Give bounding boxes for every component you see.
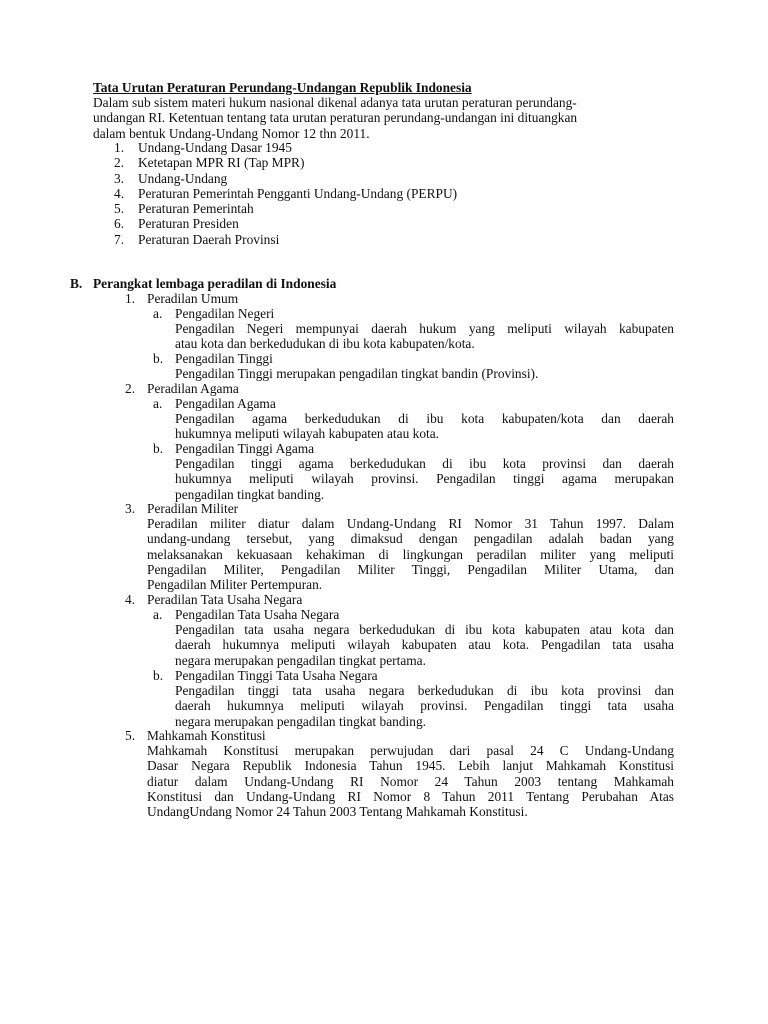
- list-text: Peraturan Daerah Provinsi: [138, 231, 280, 247]
- paragraph-pengadilan-tinggi-agama: [175, 456, 674, 502]
- paragraph-line: atau kota dan berkedudukan di ibu kota kabupaten/kota.: [175, 336, 475, 352]
- paragraph-pengadilan-agama: [175, 411, 674, 442]
- sub-label: Pengadilan Tinggi Tata Usaha Negara: [175, 668, 378, 683]
- paragraph-line: Pengadilan tata usaha negara berkedudukan di ibu kota kabupaten atau kota dan: [175, 622, 674, 637]
- item-number: 4.: [125, 592, 136, 607]
- paragraph-pengadilan-tinggi-tun: [175, 683, 674, 729]
- list-text: Undang-Undang Dasar 1945: [138, 140, 292, 155]
- sub-letter: a.: [153, 306, 163, 321]
- paragraph-line: Pengadilan Tinggi merupakan pengadilan tingkat bandin (Provinsi).: [175, 366, 539, 381]
- item-label: Peradilan Umum: [147, 291, 239, 306]
- sub-letter: b.: [153, 441, 164, 456]
- paragraph-line: negara merupakan pengadilan tingkat pertama.: [175, 652, 426, 668]
- list-number: 5.: [114, 201, 125, 217]
- list-number: 3.: [114, 170, 125, 186]
- paragraph-line: Pengadilan Militer, Pengadilan Militer Tinggi, Pengadilan Militer Utama, dan: [147, 561, 674, 577]
- intro-paragraph: [93, 95, 673, 141]
- paragraph-line: daerah hukumnya meliputi wilayah kabupaten atau kota. Pengadilan tata usaha: [175, 637, 674, 653]
- paragraph-line: diatur dalam Undang-Undang RI Nomor 24 Tahun 2003 tentang Mahkamah: [147, 773, 674, 789]
- list-text: Undang-Undang: [138, 170, 228, 186]
- list-number: 2.: [114, 155, 125, 171]
- list-text: Peraturan Presiden: [138, 216, 239, 232]
- sub-letter: a.: [153, 607, 163, 622]
- paragraph-line: daerah hukumnya meliputi wilayah provinsi. Pengadilan tinggi tata usaha: [175, 698, 674, 714]
- sub-label: Pengadilan Tata Usaha Negara: [175, 607, 340, 622]
- item-number: 5.: [125, 728, 136, 743]
- item-label: Peradilan Tata Usaha Negara: [147, 592, 303, 607]
- paragraph-line: UndangUndang Nomor 24 Tahun 2003 Tentang Mahkamah Konstitusi.: [147, 804, 528, 820]
- paragraph-peradilan-militer: [147, 516, 674, 592]
- paragraph-mahkamah-konstitusi: [147, 743, 674, 819]
- sub-label: Pengadilan Tinggi Agama: [175, 441, 315, 456]
- list-number: 7.: [114, 231, 125, 247]
- paragraph-line: Dasar Negara Republik Indonesia Tahun 1945. Lebih lanjut Mahkamah Konstitusi: [147, 758, 674, 774]
- paragraph-line: Pengadilan Militer Pertempuran.: [147, 577, 323, 593]
- list-text: Ketetapan MPR RI (Tap MPR): [138, 155, 305, 171]
- paragraph-line: hukumnya meliputi wilayah provinsi. Pengadilan tinggi agama merupakan: [175, 471, 674, 487]
- item-label: Peradilan Militer: [147, 501, 239, 516]
- paragraph-line: undang-undang tersebut, yang dimaksud dengan pengadilan adalah badan yang: [147, 531, 674, 547]
- item-number: 3.: [125, 501, 136, 516]
- paragraph-line: Peradilan militer diatur dalam Undang-Undang RI Nomor 31 Tahun 1997. Dalam: [147, 516, 674, 531]
- item-number: 2.: [125, 381, 136, 396]
- intro-line: undangan RI. Ketentuan tentang tata urutan peraturan perundang-undangan ini dituangkan: [93, 110, 578, 126]
- sub-label: Pengadilan Negeri: [175, 306, 275, 321]
- paragraph-line: Pengadilan tinggi agama berkedudukan di ibu kota provinsi dan daerah: [175, 456, 674, 471]
- paragraph-line: negara merupakan pengadilan tingkat banding.: [175, 713, 426, 729]
- paragraph-pengadilan-tun: [175, 622, 674, 668]
- paragraph-line: Pengadilan tinggi tata usaha negara berkedudukan di ibu kota provinsi dan: [175, 683, 674, 698]
- intro-line: Dalam sub sistem materi hukum nasional dikenal adanya tata urutan peraturan perundang-: [93, 95, 577, 110]
- intro-line: dalam bentuk Undang-Undang Nomor 12 thn 2011.: [93, 125, 370, 141]
- paragraph-line: Konstitusi dan Undang-Undang RI Nomor 8 Tahun 2011 Tentang Perubahan Atas: [147, 788, 674, 804]
- list-text: Peraturan Pemerintah Pengganti Undang-Undang (PERPU): [138, 185, 458, 201]
- list-number: 4.: [114, 185, 125, 201]
- list-text: Peraturan Pemerintah: [138, 201, 254, 217]
- item-label: Mahkamah Konstitusi: [147, 728, 266, 743]
- list-number: 1.: [114, 140, 125, 155]
- item-label: Peradilan Agama: [147, 381, 239, 396]
- section-title: Perangkat lembaga peradilan di Indonesia: [93, 276, 337, 291]
- sub-letter: a.: [153, 396, 163, 411]
- sub-letter: b.: [153, 351, 164, 366]
- item-number: 1.: [125, 291, 136, 306]
- sub-letter: b.: [153, 668, 164, 683]
- paragraph-pengadilan-tinggi: [175, 366, 674, 381]
- paragraph-line: Pengadilan Negeri mempunyai daerah hukum yang meliputi wilayah kabupaten: [175, 321, 674, 336]
- list-number: 6.: [114, 216, 125, 232]
- paragraph-line: Mahkamah Konstitusi merupakan perwujudan dari pasal 24 C Undang-Undang: [147, 743, 674, 758]
- paragraph-line: melaksanakan kekuasaan kehakiman di lingkungan peradilan militer yang meliputi: [147, 546, 674, 562]
- section-letter: B.: [70, 276, 83, 291]
- sub-label: Pengadilan Tinggi: [175, 351, 273, 366]
- paragraph-line: Pengadilan agama berkedudukan di ibu kota kabupaten/kota dan daerah: [175, 411, 674, 426]
- paragraph-pengadilan-negeri: [175, 321, 674, 352]
- document-title: Tata Urutan Peraturan Perundang-Undangan Republik Indonesia: [93, 80, 472, 95]
- paragraph-line: pengadilan tingkat banding.: [175, 486, 325, 502]
- paragraph-line: hukumnya meliputi wilayah kabupaten atau kota.: [175, 426, 440, 442]
- sub-label: Pengadilan Agama: [175, 396, 276, 411]
